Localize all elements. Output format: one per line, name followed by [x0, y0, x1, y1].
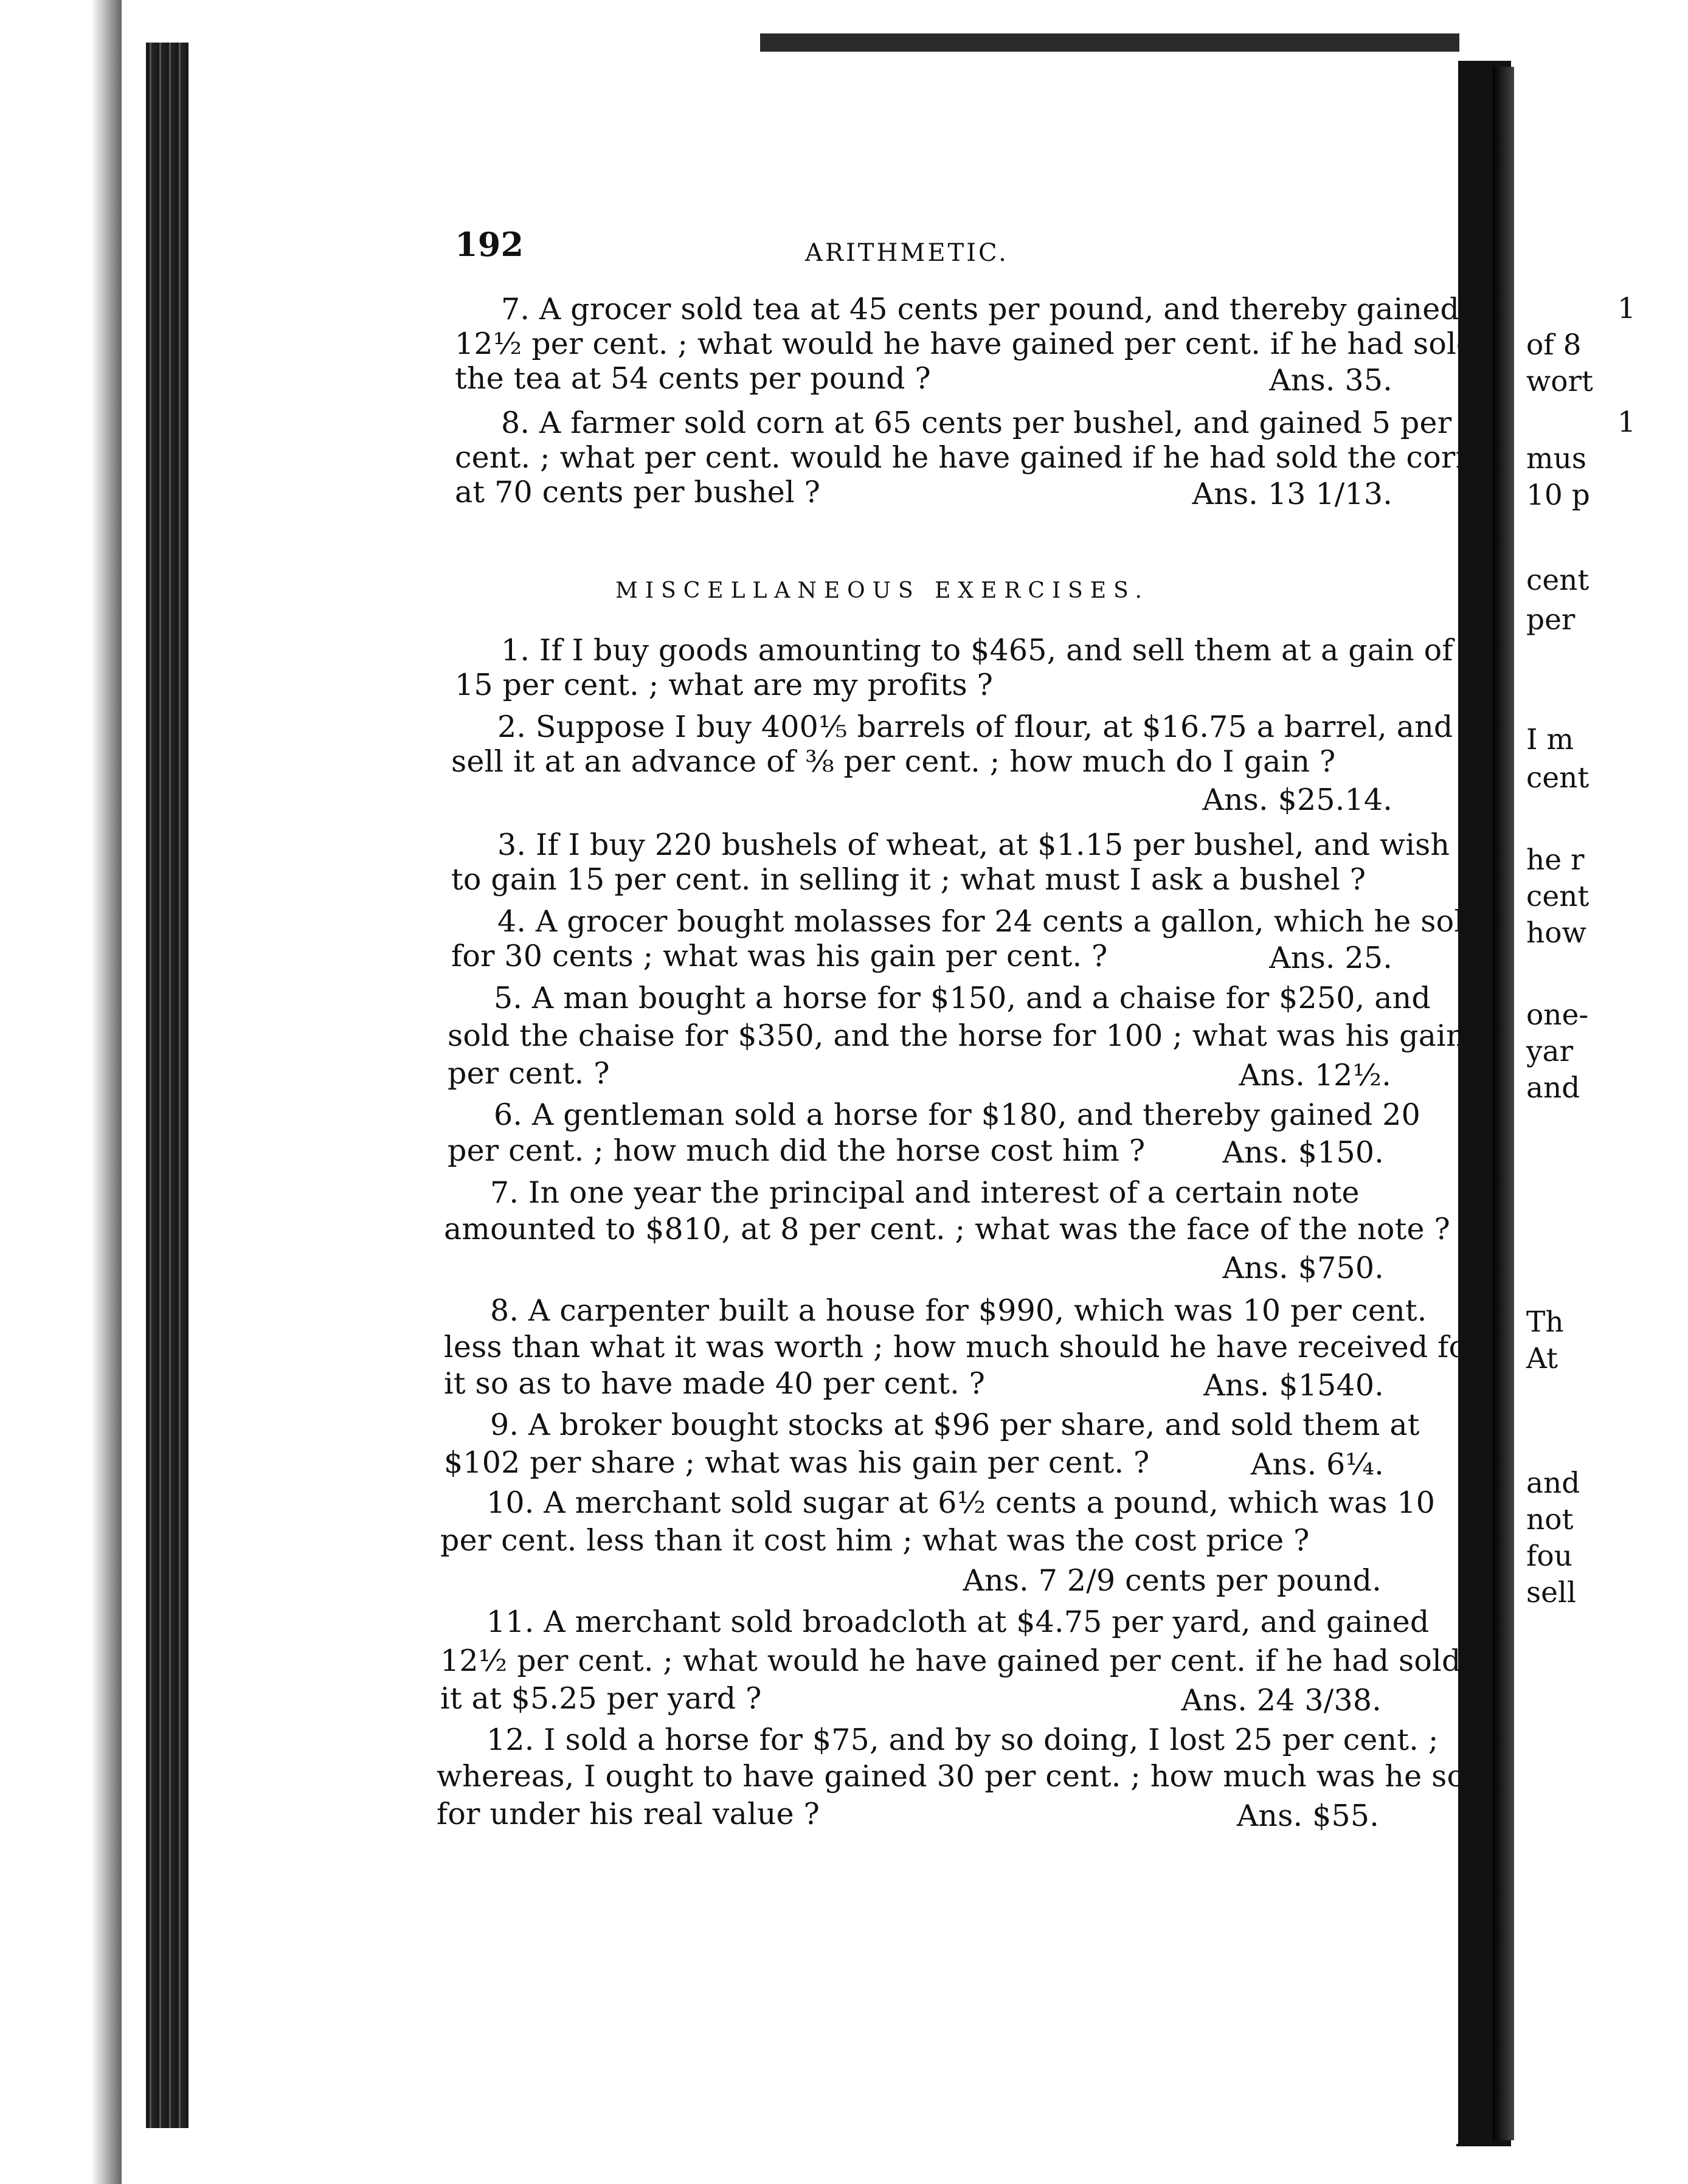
text-line: for under his real value ?: [437, 1797, 820, 1831]
facing-fragment: how: [1526, 916, 1586, 950]
top-shadow: [760, 33, 1459, 52]
facing-fragment: one-: [1526, 998, 1589, 1032]
facing-fragment: he r: [1526, 843, 1585, 877]
facing-fragment: I m: [1526, 723, 1574, 756]
text-line: 12. I sold a horse for $75, and by so doing, I lost 25 per cent. ;: [486, 1723, 1439, 1757]
text-line: at 70 cents per bushel ?: [455, 475, 821, 510]
facing-fragment: At: [1526, 1342, 1558, 1375]
text-line: 1. If I buy goods amounting to $465, and sell them at a gain of: [501, 633, 1453, 668]
text-line: 8. A carpenter built a house for $990, which was 10 per cent.: [490, 1293, 1427, 1328]
text-line: amounted to $810, at 8 per cent. ; what was the face of the note ?: [444, 1212, 1450, 1246]
text-line: for 30 cents ; what was his gain per cent. ?: [451, 939, 1108, 973]
answer: Ans. 6¼.: [1250, 1447, 1384, 1482]
text-line: 7. In one year the principal and interest of a certain note: [490, 1175, 1360, 1210]
answer: Ans. 7 2/9 cents per pound.: [963, 1563, 1382, 1598]
text-line: 11. A merchant sold broadcloth at $4.75 per yard, and gained: [486, 1605, 1430, 1639]
answer: Ans. 35.: [1269, 363, 1392, 398]
text-line: 7. A grocer sold tea at 45 cents per pound, and thereby gained: [501, 292, 1460, 327]
gutter-edge: [1493, 67, 1514, 2140]
text-line: per cent. less than it cost him ; what was the cost price ?: [440, 1523, 1310, 1558]
facing-fragment: 10 p: [1526, 479, 1590, 512]
text-line: to gain 15 per cent. in selling it ; what must I ask a bushel ?: [451, 862, 1366, 897]
text-line: the tea at 54 cents per pound ?: [455, 361, 931, 396]
facing-fragment: sell: [1526, 1576, 1576, 1609]
text-line: cent. ; what per cent. would he have gained if he had sold the corn: [455, 440, 1475, 475]
facing-fragment: yar: [1526, 1035, 1574, 1068]
answer: Ans. 13 1/13.: [1192, 477, 1392, 511]
facing-fragment: 1: [1617, 406, 1636, 439]
facing-fragment: cent: [1526, 761, 1589, 795]
facing-fragment: wort: [1526, 365, 1593, 398]
text-line: 9. A broker bought stocks at $96 per share, and sold them at: [490, 1408, 1420, 1442]
text-line: per cent. ?: [448, 1056, 610, 1091]
facing-fragment: and: [1526, 1467, 1580, 1500]
text-line: whereas, I ought to have gained 30 per cent. ; how much was he sold: [437, 1759, 1494, 1794]
text-line: 3. If I buy 220 bushels of wheat, at $1.15 per bushel, and wish: [497, 828, 1450, 862]
answer: Ans. $55.: [1236, 1799, 1379, 1833]
facing-fragment: not: [1526, 1503, 1574, 1536]
text-line: it at $5.25 per yard ?: [440, 1681, 762, 1716]
book-page: [190, 52, 1494, 2144]
text-line: 5. A man bought a horse for $150, and a chaise for $250, and: [494, 981, 1431, 1015]
text-line: sold the chaise for $350, and the horse for 100 ; what was his gain: [448, 1018, 1465, 1053]
text-line: 12½ per cent. ; what would he have gained per cent. if he had sold: [440, 1643, 1461, 1678]
facing-fragment: mus: [1526, 442, 1586, 475]
text-line: it so as to have made 40 per cent. ?: [444, 1366, 986, 1401]
text-line: 8. A farmer sold corn at 65 cents per bushel, and gained 5 per: [501, 406, 1452, 440]
facing-fragment: per: [1526, 603, 1576, 637]
text-line: $102 per share ; what was his gain per cent. ?: [444, 1445, 1150, 1480]
text-line: 12½ per cent. ; what would he have gained per cent. if he had sold: [455, 327, 1476, 361]
text-line: 10. A merchant sold sugar at 6½ cents a pound, which was 10: [486, 1485, 1436, 1520]
facing-page: [1514, 97, 1688, 2152]
text-line: 4. A grocer bought molasses for 24 cents a gallon, which he sold: [497, 904, 1483, 939]
text-line: 2. Suppose I buy 400⅕ barrels of flour, at $16.75 a barrel, and: [497, 710, 1453, 744]
facing-fragment: 1: [1617, 292, 1636, 325]
binding-shadow: [0, 0, 122, 2184]
facing-fragment: cent: [1526, 564, 1589, 597]
text-line: 15 per cent. ; what are my profits ?: [455, 668, 994, 702]
text-line: sell it at an advance of ⅜ per cent. ; how much do I gain ?: [451, 744, 1336, 779]
running-head: ARITHMETIC.: [805, 239, 1009, 267]
facing-fragment: cent: [1526, 880, 1589, 913]
text-line: per cent. ; how much did the horse cost him ?: [448, 1133, 1146, 1168]
text-line: 6. A gentleman sold a horse for $180, and thereby gained 20: [494, 1097, 1421, 1132]
answer: Ans. 12½.: [1239, 1058, 1391, 1093]
facing-fragment: fou: [1526, 1540, 1572, 1573]
answer: Ans. $25.14.: [1202, 783, 1392, 817]
answer: Ans. 25.: [1269, 941, 1392, 975]
answer: Ans. 24 3/38.: [1181, 1683, 1382, 1718]
text-line: less than what it was worth ; how much should he have received for: [444, 1330, 1481, 1364]
facing-fragment: of 8: [1526, 328, 1582, 362]
facing-fragment: and: [1526, 1071, 1580, 1105]
facing-fragment: Th: [1526, 1305, 1564, 1339]
page-number: 192: [455, 225, 524, 264]
answer: Ans. $1540.: [1203, 1368, 1384, 1403]
page-edges: [146, 43, 189, 2128]
answer: Ans. $750.: [1222, 1251, 1384, 1285]
answer: Ans. $150.: [1222, 1135, 1384, 1170]
section-title: MISCELLANEOUS EXERCISES.: [615, 578, 1149, 603]
